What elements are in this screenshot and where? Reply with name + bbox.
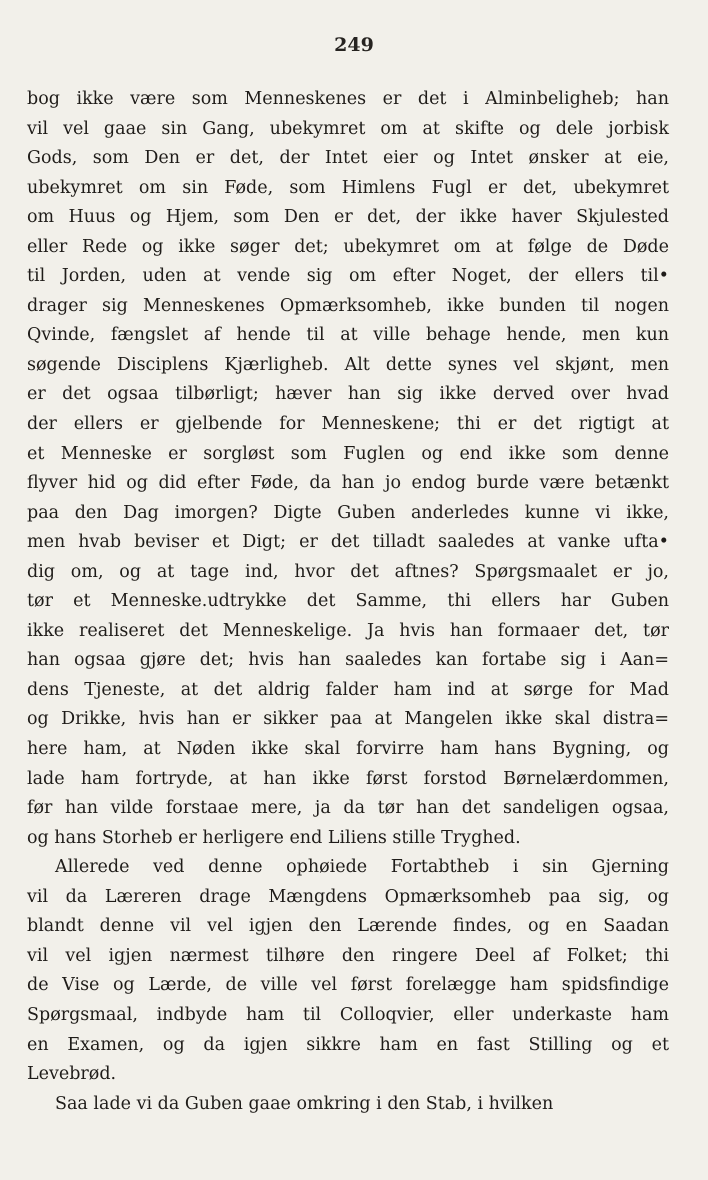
text-line: vil vel igjen nærmest tilhøre den ringere Deel af Folket; thi — [27, 945, 669, 966]
text-line: Spørgsmaal, indbyde ham til Colloqvier, eller underkaste ham — [27, 1004, 669, 1025]
text-line: eller Rede og ikke søger det; ubekymret om at følge de Døde — [27, 236, 669, 257]
text-line: og hans Storheb er herligere end Liliens stille Tryghed. — [27, 827, 521, 848]
text-line: drager sig Menneskenes Opmærksomheb, ikke bunden til nogen — [27, 295, 669, 316]
text-line: here ham, at Nøden ikke skal forvirre ham hans Bygning, og — [27, 739, 669, 760]
text-line: om Huus og Hjem, som Den er det, der ikke haver Skjulested — [27, 207, 669, 228]
text-line: Levebrød. — [27, 1064, 117, 1085]
text-line: han ogsaa gjøre det; hvis han saaledes kan fortabe sig i Aan= — [27, 650, 669, 671]
text-line: Saa lade vi da Guben gaae omkring i den Stab, i hvilken — [55, 1093, 554, 1114]
page-number: 249 — [334, 34, 374, 56]
text-line: er det ogsaa tilbørligt; hæver han sig ikke derved over hvad — [27, 384, 669, 405]
body-text — [27, 85, 669, 1119]
text-line: dens Tjeneste, at det aldrig falder ham ind at sørge for Mad — [27, 679, 669, 700]
text-line: Gods, som Den er det, der Intet eier og Intet ønsker at eie, — [27, 148, 669, 169]
text-line: Qvinde, fængslet af hende til at ville behage hende, men kun — [27, 325, 669, 346]
text-line: vil vel gaae sin Gang, ubekymret om at skifte og dele jorbisk — [27, 118, 669, 139]
text-line: ikke realiseret det Menneskelige. Ja hvis han formaaer det, tør — [27, 620, 669, 641]
text-line: lade ham fortryde, at han ikke først forstod Børnelærdommen, — [27, 768, 669, 789]
text-line: de Vise og Lærde, de ville vel først forelægge ham spidsfindige — [27, 975, 669, 996]
text-line: og Drikke, hvis han er sikker paa at Mangelen ikke skal distra= — [27, 709, 669, 730]
text-line: Allerede ved denne ophøiede Fortabtheb i sin Gjerning — [55, 857, 669, 878]
text-line: en Examen, og da igjen sikkre ham en fast Stilling og et — [27, 1034, 669, 1055]
text-line: et Menneske er sorgløst som Fuglen og end ikke som denne — [27, 443, 669, 464]
text-line: tør et Menneske.udtrykke det Samme, thi ellers har Guben — [27, 591, 669, 612]
text-line: paa den Dag imorgen? Digte Guben anderledes kunne vi ikke, — [27, 502, 669, 523]
text-line: vil da Læreren drage Mængdens Opmærksomheb paa sig, og — [27, 886, 669, 907]
text-line: bog ikke være som Menneskenes er det i Alminbeligheb; han — [27, 89, 669, 109]
text-line: men hvab beviser et Digt; er det tilladt saaledes at vanke ufta• — [27, 532, 669, 553]
text-line: blandt denne vil vel igjen den Lærende findes, og en Saadan — [27, 916, 669, 937]
text-line: søgende Disciplens Kjærligheb. Alt dette synes vel skjønt, men — [27, 354, 669, 375]
text-line: flyver hid og did efter Føde, da han jo endog burde være betænkt — [27, 473, 669, 494]
text-line: dig om, og at tage ind, hvor det aftnes? Spørgsmaalet er jo, — [27, 561, 669, 582]
text-line: der ellers er gjelbende for Menneskene; thi er det rigtigt at — [27, 414, 669, 435]
text-line: ubekymret om sin Føde, som Himlens Fugl er det, ubekymret — [27, 177, 669, 198]
text-line: før han vilde forstaae mere, ja da tør han det sandeligen ogsaa, — [27, 798, 669, 819]
text-line: til Jorden, uden at vende sig om efter Noget, der ellers til• — [27, 266, 669, 287]
